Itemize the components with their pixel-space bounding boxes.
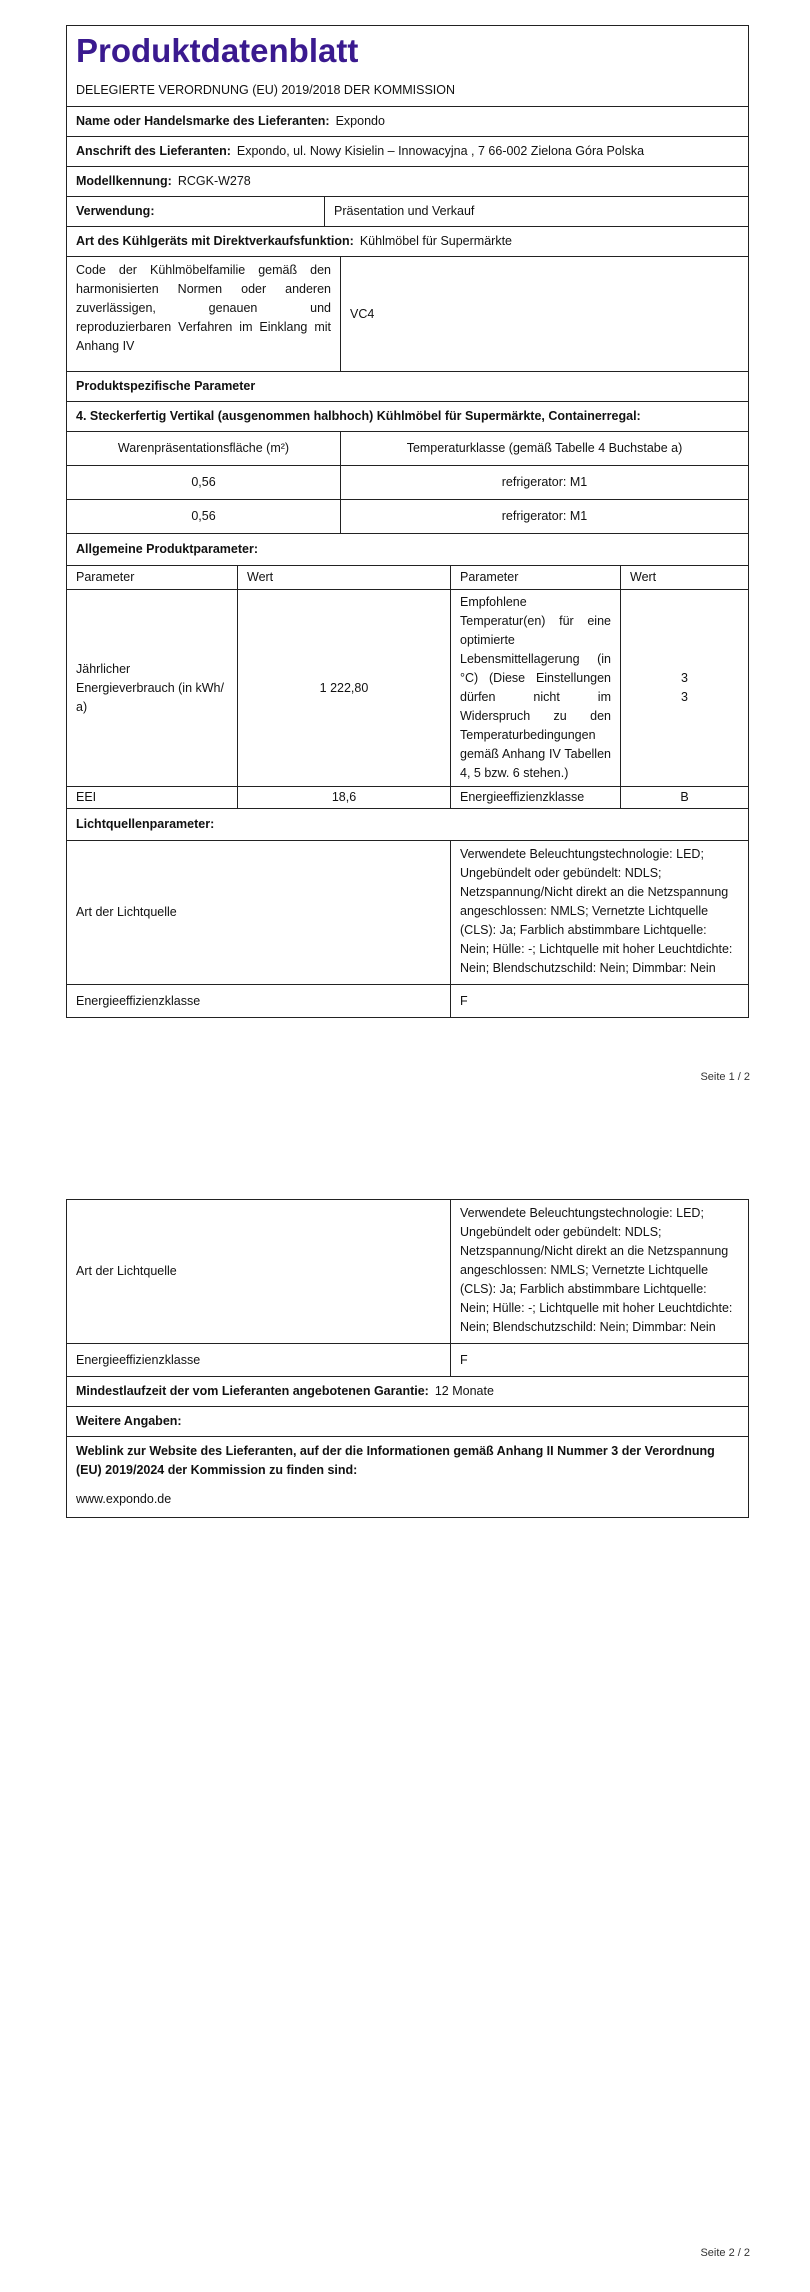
warranty-row <box>67 1376 748 1406</box>
light-source-row <box>67 840 748 984</box>
page-2-datasheet <box>66 1199 749 1518</box>
recommended-temp-value: 3 <box>681 671 688 685</box>
param-header: Parameter <box>450 566 620 589</box>
temp-class-header: Temperaturklasse (gemäß Tabelle 4 Buchstabe a) <box>340 432 748 465</box>
energy-consumption-value: 1 222,80 <box>237 590 450 786</box>
warranty-value: 12 Monate <box>434 1384 494 1398</box>
display-area-header-row <box>67 431 748 465</box>
appliance-type-label: Art des Kühlgeräts mit Direktverkaufsfunktion: <box>76 234 354 248</box>
supplier-address-label: Anschrift des Lieferanten: <box>76 144 231 158</box>
further-info-heading: Weitere Angaben: <box>67 1406 748 1436</box>
display-area-header: Warenpräsentationsfläche (m²) <box>117 441 290 455</box>
regulation-subtitle: DELEGIERTE VERORDNUNG (EU) 2019/2018 DER KOMMISSION <box>76 83 456 97</box>
display-row <box>67 499 748 533</box>
light-energy-class-value: F <box>450 985 748 1017</box>
light-energy-class-label: Energieeffizienzklasse <box>76 1352 201 1367</box>
general-table-row-energy <box>67 589 748 786</box>
general-table-row-eei <box>67 786 748 808</box>
energy-consumption-label: Jährlicher Energieverbrauch (in kWh/ a) <box>76 661 224 714</box>
usage-row <box>67 196 748 226</box>
eei-value: 18,6 <box>237 787 450 808</box>
value-header: Wert <box>620 566 748 589</box>
appliance-type-value: Kühlmöbel für Supermärkte <box>359 234 512 248</box>
family-code-row <box>67 256 748 371</box>
supplier-name-row <box>67 106 748 136</box>
light-energy-class-row <box>67 1343 748 1376</box>
weblink-row <box>67 1436 748 1517</box>
recommended-temp-label: Empfohlene Temperatur(en) für eine optimierte Lebensmittellagerung (in °C) (Diese Einstellungen dürfen nicht im Widerspruch zu den Temperaturbedingungen gemäß Anhang IV Tabellen 4, 5 bzw. 6 stehen.) <box>450 590 620 786</box>
supplier-address-row <box>67 136 748 166</box>
display-row <box>67 465 748 499</box>
model-row <box>67 166 748 196</box>
supplier-name-value: Expondo <box>335 114 385 128</box>
energy-class-label: Energieeffizienzklasse <box>450 787 620 808</box>
light-energy-class-value: F <box>450 1344 748 1376</box>
warranty-label: Mindestlaufzeit der vom Lieferanten angebotenen Garantie: <box>76 1384 429 1398</box>
light-energy-class-row <box>67 984 748 1017</box>
product-params-heading: Produktspezifische Parameter <box>67 371 748 401</box>
recommended-temp-value: 3 <box>681 690 688 704</box>
weblink-label: Weblink zur Website des Lieferanten, auf der die Informationen gemäß Anhang II Nummer 3 der Verordnung (EU) 2019/2024 der Kommission zu finden sind: <box>76 1444 715 1477</box>
light-source-value: Verwendete Beleuchtungstechnologie: LED; Ungebündelt oder gebündelt: NDLS; Netzspannung/Nicht direkt an die Netzspannung angeschlossen: NMLS; Vernetzte Lichtquelle (CLS): Ja; Farblich abstimmbare Lichtquelle: Nein; Hülle: -; Lichtquelle mit hoher Leuchtdichte: Nein; Blendschutzschild: Nein; Dimmbar: Nein <box>450 1200 748 1343</box>
value-header: Wert <box>237 566 450 589</box>
supplier-name-label: Name oder Handelsmarke des Lieferanten: <box>76 114 330 128</box>
light-energy-class-label: Energieeffizienzklasse <box>76 993 201 1008</box>
page-number-1: Seite 1 / 2 <box>700 1071 750 1083</box>
light-source-row <box>67 1200 748 1343</box>
family-code-label: Code der Kühlmöbelfamilie gemäß den harmonisierten Normen oder anderen zuverlässigen, genauen und reproduzierbaren Verfahren im Einklang mit Anhang IV <box>76 263 331 353</box>
light-source-label: Art der Lichtquelle <box>76 905 177 919</box>
supplier-address-value: Expondo, ul. Nowy Kisielin – Innowacyjna , 7 66-002 Zielona Góra Polska <box>236 144 645 158</box>
temp-class-value: refrigerator: M1 <box>340 500 748 533</box>
energy-class-value: B <box>620 787 748 808</box>
temp-class-value: refrigerator: M1 <box>340 466 748 499</box>
light-source-label: Art der Lichtquelle <box>76 1264 177 1278</box>
display-area-value: 0,56 <box>191 475 216 489</box>
header-block <box>67 26 748 106</box>
light-params-heading: Lichtquellenparameter: <box>67 808 748 840</box>
usage-value: Präsentation und Verkauf <box>324 197 748 226</box>
param-header: Parameter <box>76 570 135 584</box>
appliance-type-row <box>67 226 748 256</box>
light-source-value: Verwendete Beleuchtungstechnologie: LED; Ungebündelt oder gebündelt: NDLS; Netzspannung/Nicht direkt an die Netzspannung angeschlossen: NMLS; Vernetzte Lichtquelle (CLS): Ja; Farblich abstimmbare Lichtquelle: Nein; Hülle: -; Lichtquelle mit hoher Leuchtdichte: Nein; Blendschutzschild: Nein; Dimmbar: Nein <box>450 841 748 984</box>
usage-label: Verwendung: <box>76 204 155 218</box>
eei-label: EEI <box>76 790 97 804</box>
weblink-value[interactable]: www.expondo.de <box>76 1492 172 1506</box>
category-heading: 4. Steckerfertig Vertikal (ausgenommen halbhoch) Kühlmöbel für Supermärkte, Containerregal: <box>67 401 748 431</box>
general-params-heading: Allgemeine Produktparameter: <box>67 533 748 565</box>
model-value: RCGK-W278 <box>177 174 251 188</box>
model-label: Modellkennung: <box>76 174 172 188</box>
family-code-value: VC4 <box>340 257 748 371</box>
page-1-datasheet <box>66 25 749 1018</box>
general-table-header-row <box>67 565 748 589</box>
recommended-temp-values <box>620 590 748 786</box>
page-number-2: Seite 2 / 2 <box>700 2247 750 2259</box>
display-area-value: 0,56 <box>191 509 216 523</box>
page-title: Produktdatenblatt <box>76 32 359 69</box>
